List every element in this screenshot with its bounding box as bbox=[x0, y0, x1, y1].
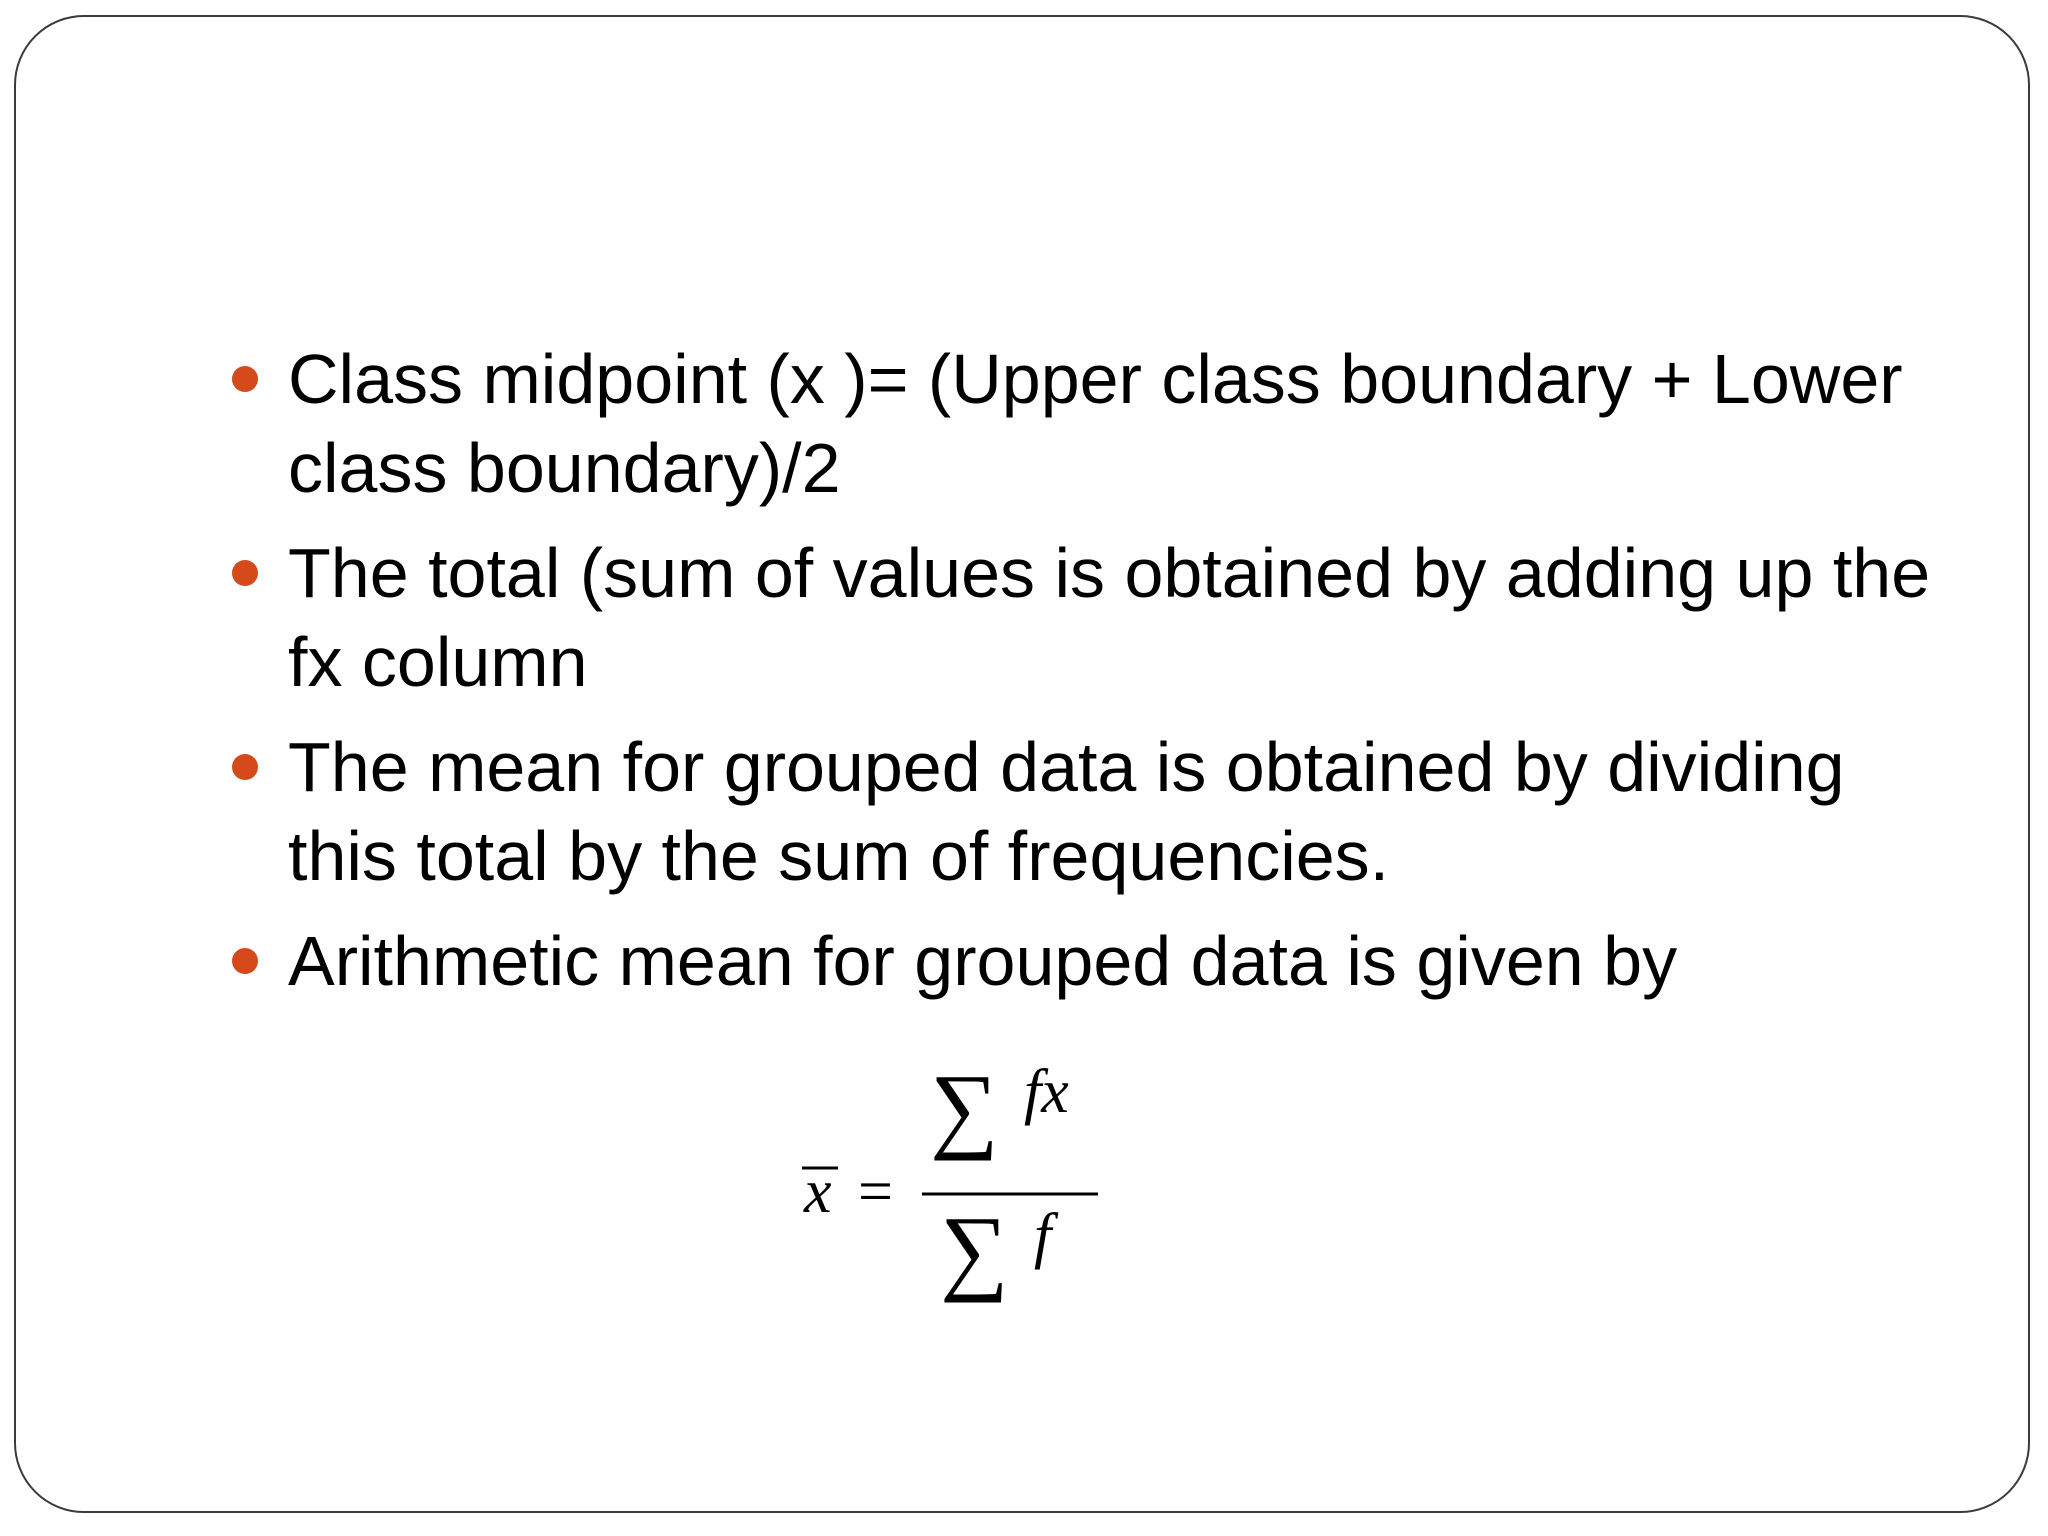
formula-numerator: fx bbox=[1024, 1058, 1069, 1126]
bullet-item-2 bbox=[232, 529, 1932, 707]
bullet-dot-icon bbox=[232, 754, 258, 780]
bullet-item-3 bbox=[232, 723, 1932, 901]
formula-denominator: f bbox=[1034, 1202, 1052, 1270]
bullet-text-3: The mean for grouped data is obtained by dividing this total by the sum of frequencies. bbox=[288, 728, 1845, 895]
bullet-text-4: Arithmetic mean for grouped data is given by bbox=[288, 922, 1678, 1000]
bullet-dot-icon bbox=[232, 560, 258, 586]
mean-formula bbox=[780, 1030, 1140, 1330]
bullet-list bbox=[232, 335, 1932, 1022]
bullet-item-1 bbox=[232, 335, 1932, 513]
formula-equals: = bbox=[858, 1158, 893, 1226]
bullet-dot-icon bbox=[232, 948, 258, 974]
numerator-sum-symbol: ∑ bbox=[930, 1054, 999, 1161]
bullet-dot-icon bbox=[232, 366, 258, 392]
denominator-sum-symbol: ∑ bbox=[940, 1196, 1009, 1303]
bullet-text-2: The total (sum of values is obtained by adding up the fx column bbox=[288, 534, 1931, 701]
formula-lhs: x bbox=[804, 1158, 832, 1226]
bullet-item-4 bbox=[232, 917, 1932, 1006]
bullet-text-1: Class midpoint (x )= (Upper class boundary + Lower class boundary)/2 bbox=[288, 340, 1903, 507]
